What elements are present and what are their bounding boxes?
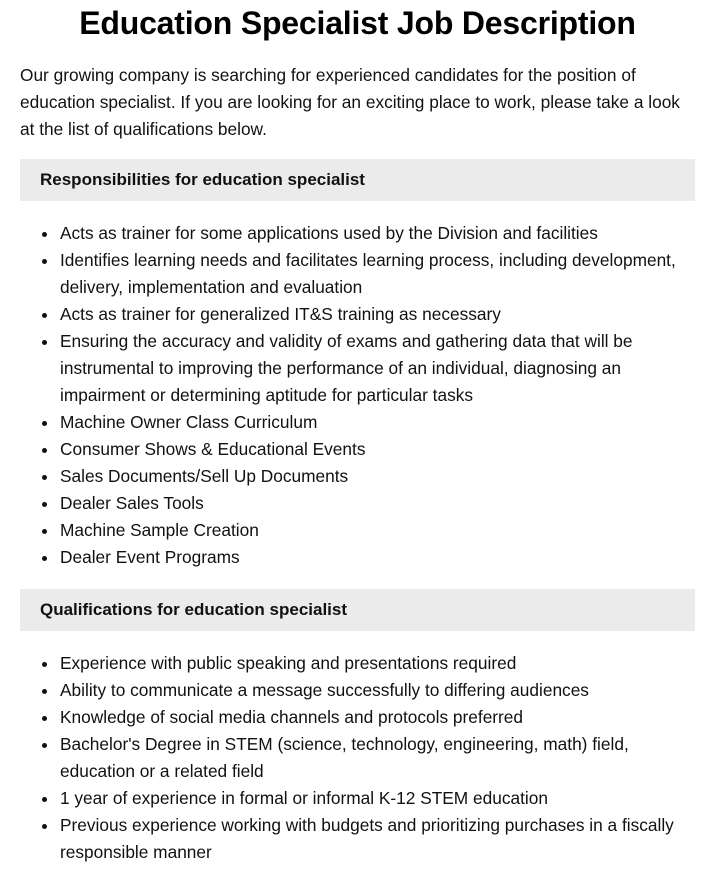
page-title: Education Specialist Job Description: [79, 5, 636, 41]
responsibilities-section: [20, 159, 695, 571]
list-item: Acts as trainer for generalized IT&S training as necessary: [20, 301, 695, 328]
list-item: Machine Owner Class Curriculum: [20, 409, 695, 436]
list-item: Consumer Shows & Educational Events: [20, 436, 695, 463]
intro-paragraph: Our growing company is searching for experienced candidates for the position of education specialist. If you are looking for an exciting place to work, please take a look at the list of qualifications below.: [20, 65, 680, 139]
list-item: Sales Documents/Sell Up Documents: [20, 463, 695, 490]
list-item: Previous experience working with budgets and prioritizing purchases in a fiscally responsible manner: [20, 812, 695, 866]
list-item: Ability to communicate a message successfully to differing audiences: [20, 677, 695, 704]
list-item: 1 year of experience in formal or informal K-12 STEM education: [20, 785, 695, 812]
qualifications-section: [20, 589, 695, 866]
section-header-responsibilities: Responsibilities for education specialist: [20, 159, 695, 201]
section-header-qualifications: Qualifications for education specialist: [20, 589, 695, 631]
list-item: Dealer Event Programs: [20, 544, 695, 571]
list-item: Bachelor's Degree in STEM (science, technology, engineering, math) field, education or a related field: [20, 731, 695, 785]
responsibilities-list: [20, 220, 695, 571]
list-item: Ensuring the accuracy and validity of exams and gathering data that will be instrumental to improving the performance of an individual, diagnosing an impairment or determining aptitude for particular tasks: [20, 328, 695, 409]
list-item: Dealer Sales Tools: [20, 490, 695, 517]
qualifications-list: [20, 650, 695, 866]
list-item: Acts as trainer for some applications used by the Division and facilities: [20, 220, 695, 247]
list-item: Machine Sample Creation: [20, 517, 695, 544]
list-item: Knowledge of social media channels and protocols preferred: [20, 704, 695, 731]
list-item: Identifies learning needs and facilitates learning process, including development, delivery, implementation and evaluation: [20, 247, 695, 301]
list-item: Experience with public speaking and presentations required: [20, 650, 695, 677]
